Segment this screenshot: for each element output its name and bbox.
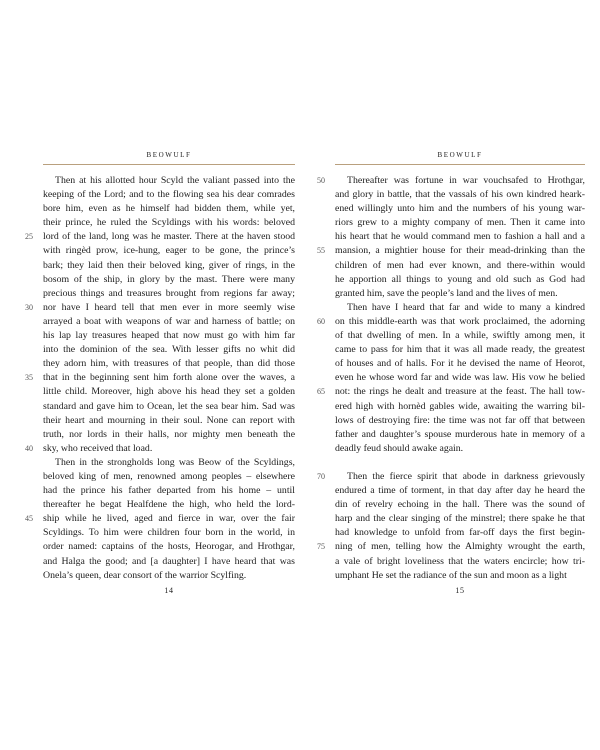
text-line (335, 400, 585, 414)
line-text: and glory in battle, that the vassals of his own kindred heark- (335, 189, 585, 201)
header-rule-right (335, 164, 585, 165)
text-line (335, 512, 585, 526)
line-text: umphant He set the radiance of the sun and moon as a light (335, 569, 567, 581)
line-text: ning of men, telling how the Almighty wrought the earth, (335, 541, 586, 553)
line-text: his lap lay treasures heaped that now must go with him far (43, 330, 296, 342)
text-line (43, 540, 295, 554)
line-number: 45 (25, 514, 33, 524)
text-line (43, 470, 295, 484)
line-text: on this middle-earth was that work proclaimed, the adorning (335, 315, 586, 327)
text-line (43, 174, 295, 188)
text-line (43, 188, 295, 202)
line-text: of that dwelling of men. In a while, swiftly among men, it (335, 330, 586, 342)
text-line (43, 259, 295, 273)
line-text: father and daughter’s spouse murderous hate in memory of a (335, 428, 586, 440)
text-line (25, 442, 295, 456)
line-text: not: the rings he dealt and treasure at the feast. The hall tow- (335, 386, 586, 398)
line-text: keeping of the Lord; and to the flowing sea his dear comrades (43, 189, 295, 201)
text-line (317, 174, 585, 188)
line-text: Thereafter was fortune in war vouchsafed to Hrothgar, (347, 175, 585, 186)
text-line (43, 385, 295, 399)
line-text: Then the fierce spirit that abode in darkness grievously (347, 470, 586, 482)
text-line (43, 526, 295, 540)
line-text: ened willingly unto him and the numbers of his young war- (335, 203, 586, 215)
line-text: sky, who received that load. (43, 442, 153, 454)
line-text: and Halga the good; and [a daughter] I have heard that was (43, 555, 295, 567)
text-line (335, 329, 585, 343)
text-line (335, 414, 585, 428)
line-text: a vale of bright loveliness that the waters encircle; how tri- (335, 555, 585, 567)
line-text: into the dominion of the sea. With lesser gifts no whit did (43, 344, 296, 356)
header-rule-left (43, 164, 295, 165)
text-line (335, 230, 585, 244)
text-line (335, 526, 585, 540)
page-number-left: 14 (164, 586, 174, 595)
line-text: his heart that he would command men to fashion a hall and a (335, 231, 585, 243)
right-page (317, 150, 586, 583)
line-text: had the prince his father departed from his home – until (43, 485, 295, 497)
text-line (335, 343, 585, 357)
text-line (335, 273, 585, 287)
line-text: with ringèd prow, ice-hung, eager to be gone, the prince’s (43, 245, 295, 257)
line-number: 60 (317, 316, 325, 326)
text-line (43, 400, 295, 414)
line-text: their prince, he ruled the Scyldings with his words: beloved (43, 217, 295, 229)
line-text: mansion, a mightier house for their mead-drinking than the (335, 245, 586, 257)
line-number: 70 (317, 471, 325, 481)
line-text: nor have I heard tell that men ever in more seemly wise (43, 301, 295, 313)
text-line (43, 343, 295, 357)
running-head-right: BEOWULF (437, 151, 483, 159)
text-line (43, 287, 295, 301)
text-line (43, 569, 295, 583)
line-text: had knowledge to unfold from far-off days the first begin- (335, 527, 586, 539)
text-line (25, 371, 296, 385)
text-line (335, 357, 585, 371)
line-text: deadly feud should awake again. (335, 442, 464, 454)
line-text: bosom of the ship, in glory by the mast. There were many (43, 273, 295, 285)
line-text: he apportion all things to young and old such as God had (335, 273, 586, 285)
text-line (43, 315, 295, 329)
text-line (335, 428, 585, 442)
line-text: even he whose word far and wide was law. His vow he belied (335, 372, 585, 384)
line-number: 55 (317, 246, 325, 256)
line-text: beloved king of men, renowned among peoples – elsewhere (43, 470, 295, 482)
line-text: of houses and of halls. For it he devised the name of Heorot, (335, 358, 586, 370)
text-line (317, 244, 586, 258)
line-text: children of men had ever known, and there-within would (335, 259, 585, 271)
text-line (335, 371, 585, 385)
line-text: order named: captains of the hosts, Heorogar, and Hrothgar, (43, 541, 295, 553)
text-line (317, 540, 586, 554)
left-page (25, 150, 296, 583)
line-text: riors grew to a mighty company of men. Then it came into (335, 217, 586, 229)
line-text: bark; they laid then their beloved king, giver of rings, in the (43, 259, 295, 271)
text-line (335, 498, 585, 512)
text-line (25, 512, 296, 526)
line-text: Then have I heard that far and wide to many a kindred (347, 301, 585, 313)
line-text: little child. Moreover, high above his head they set a golden (43, 386, 295, 398)
text-line (335, 287, 585, 301)
text-line (43, 329, 295, 343)
line-text: harp and the clear singing of the minstrel; there spake he that (335, 513, 586, 525)
line-text: bore him, even as he himself had bidden them, while yet, (43, 203, 296, 215)
line-text: granted him, save the people’s land and the lives of men. (335, 287, 558, 299)
line-text: truth, nor lords in their halls, nor mighty men beneath the (43, 428, 296, 440)
text-line (335, 484, 585, 498)
text-line (335, 259, 585, 273)
line-text: standard and gave him to Ocean, let the sea bear him. Sad was (43, 400, 295, 412)
left-page-body (25, 174, 296, 583)
line-text: came to pass for him that it was all made ready, the greatest (335, 344, 586, 356)
line-text: that in the beginning sent him forth alone over the waves, a (43, 372, 296, 384)
text-line (317, 470, 586, 484)
line-number: 35 (25, 373, 33, 383)
text-line (43, 357, 295, 371)
line-text: arrayed a boat with weapons of war and harness of battle; on (43, 315, 296, 327)
line-text: endured a time of torment, in that day after day he heard the (335, 485, 585, 497)
line-number: 75 (317, 542, 325, 552)
text-line (43, 216, 295, 230)
text-line (335, 569, 585, 583)
text-line (335, 188, 585, 202)
text-line (43, 428, 295, 442)
line-number: 25 (25, 232, 33, 242)
text-line (335, 555, 585, 569)
line-text: lord of the land, long was he master. There at the haven stood (43, 231, 296, 243)
text-line (335, 442, 585, 456)
line-number: 40 (25, 443, 33, 453)
line-number: 50 (317, 176, 325, 185)
text-line (43, 484, 295, 498)
line-number: 65 (317, 387, 325, 397)
text-line (43, 414, 295, 428)
text-line (25, 230, 296, 244)
running-head-left: BEOWULF (146, 151, 192, 159)
text-line (317, 385, 586, 399)
text-line (43, 273, 295, 287)
line-text: thereafter he begat Healfdene the high, who held the lord- (43, 499, 295, 511)
line-text: lows of destroying fire: the time was not far off that between (335, 414, 585, 426)
line-text: ered high with hornèd gables wide, awaiting the warring bil- (335, 400, 586, 412)
line-text: ship while he lived, aged and fierce in war, over the fair (43, 513, 296, 525)
text-line (43, 498, 295, 512)
line-number: 30 (25, 302, 33, 312)
page-number-right: 15 (455, 586, 465, 595)
line-text: Scyldings. To him were children four born in the world, in (43, 527, 295, 539)
text-line (335, 202, 585, 216)
line-text: din of revelry echoing in the hall. There was the sound of (335, 499, 585, 511)
line-text: Then at his allotted hour Scyld the valiant passed into the (55, 175, 295, 186)
text-line (335, 301, 585, 315)
text-line (43, 555, 295, 569)
text-line (317, 315, 586, 329)
right-page-body (317, 174, 586, 583)
text-line (43, 244, 295, 258)
line-text: Onela’s queen, dear consort of the warrior Scylfing. (43, 569, 247, 581)
text-line (43, 202, 295, 216)
line-text: their heart and mourning in their soul. None can report with (43, 414, 295, 426)
line-text: Then in the strongholds long was Beow of the Scyldings, (55, 456, 295, 468)
line-text: precious things and treasures brought from regions far away; (43, 287, 296, 299)
line-text: they adorn him, with treasures of that people, than did those (43, 358, 295, 370)
text-line (335, 216, 585, 230)
text-line (43, 456, 295, 470)
text-line (25, 301, 295, 315)
